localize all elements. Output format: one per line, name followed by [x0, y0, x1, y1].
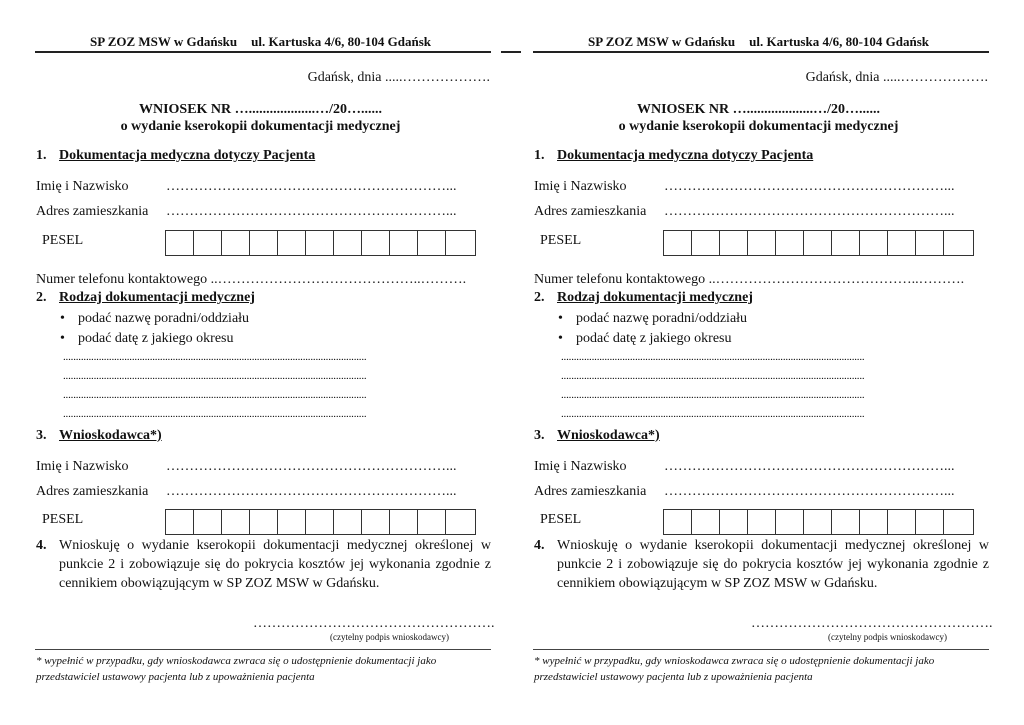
patient-name-field[interactable]	[36, 179, 457, 195]
section-number: 4.	[36, 538, 47, 553]
footnote: * wypełnić w przypadku, gdy wnioskodawca zwraca się o udostępnienie dokumentacji jako przedstawiciel ustawowy pacjenta lub z upoważnienia pacjenta	[36, 655, 437, 683]
pesel-cell[interactable]	[776, 510, 804, 534]
pesel-cell[interactable]	[418, 510, 446, 534]
section-title: Rodzaj dokumentacji medycznej	[557, 290, 753, 305]
pesel-cell[interactable]	[446, 510, 475, 534]
pesel-cell[interactable]	[720, 510, 748, 534]
field-label: Adres zamieszkania	[36, 484, 149, 499]
section-4-declaration	[36, 536, 491, 593]
pesel-cell[interactable]	[362, 510, 390, 534]
pesel-cell[interactable]	[446, 231, 475, 255]
applicant-pesel-label: PESEL	[540, 512, 582, 527]
fill-line[interactable]: .......................................................................................................................	[63, 370, 367, 382]
header-org: SP ZOZ MSW w Gdańsku	[587, 34, 736, 49]
bullet-text: podać nazwę poradni/oddziału	[78, 311, 250, 326]
patient-address-field[interactable]	[36, 204, 457, 220]
section-title: Rodzaj dokumentacji medycznej	[59, 290, 255, 305]
section-title: Dokumentacja medyczna dotyczy Pacjenta	[557, 148, 814, 163]
pesel-cell[interactable]	[860, 510, 888, 534]
date-line[interactable]: Gdańsk, dnia .....……………….	[307, 70, 490, 85]
pesel-cell[interactable]	[390, 231, 418, 255]
section-number: 1.	[36, 148, 47, 163]
signature-line[interactable]: …………………………………………….	[751, 616, 993, 631]
pesel-cell[interactable]	[944, 231, 973, 255]
field-label: Adres zamieszkania	[36, 204, 149, 219]
section-title: Wnioskodawca*)	[557, 428, 660, 443]
request-form-left	[30, 0, 520, 725]
patient-name-field[interactable]	[534, 179, 955, 195]
title-request-number: WNIOSEK NR …...................…/20…......	[636, 102, 881, 117]
pesel-cell[interactable]	[692, 510, 720, 534]
section-2-heading	[36, 290, 255, 306]
field-fill: ……………………………………………………...	[166, 179, 457, 194]
section-number: 4.	[534, 538, 545, 553]
pesel-cell[interactable]	[888, 231, 916, 255]
bullet-icon: •	[558, 331, 563, 346]
pesel-cell[interactable]	[860, 231, 888, 255]
pesel-cell[interactable]	[278, 510, 306, 534]
pesel-cell[interactable]	[916, 510, 944, 534]
section-1-heading	[36, 148, 315, 164]
form-title	[528, 101, 989, 135]
applicant-name-field[interactable]	[534, 459, 955, 475]
bullet-icon: •	[60, 331, 65, 346]
declaration-text: Wnioskuję o wydanie kserokopii dokumentacji medycznej określonej w punkcie 2 i zobowiązuje się do pokrycia kosztów jej wykonania zgodnie z cennikiem obowiązującym w SP ZOZ MSW w Gdańsku.	[59, 538, 491, 591]
applicant-name-field[interactable]	[36, 459, 457, 475]
pesel-cell[interactable]	[306, 231, 334, 255]
pesel-cell[interactable]	[166, 510, 194, 534]
header-address: ul. Kartuska 4/6, 80-104 Gdańsk	[251, 34, 432, 49]
bullet-text: podać datę z jakiego okresu	[576, 331, 732, 346]
pesel-cell[interactable]	[278, 231, 306, 255]
signature-line[interactable]: …………………………………………….	[253, 616, 495, 631]
bullet-date-range	[558, 331, 732, 347]
field-label: Adres zamieszkania	[534, 204, 647, 219]
section-number: 2.	[534, 290, 545, 305]
pesel-cell[interactable]	[334, 231, 362, 255]
field-fill: ……………………………………………………...	[664, 484, 955, 499]
footnote-rule	[35, 649, 491, 650]
phone-field[interactable]: Numer telefonu kontaktowego ..……………………………………..……….	[534, 272, 965, 287]
signature-caption: (czytelny podpis wnioskodawcy)	[828, 632, 947, 642]
field-fill: ……………………………………………………...	[166, 459, 457, 474]
pesel-cell[interactable]	[306, 510, 334, 534]
section-title: Dokumentacja medyczna dotyczy Pacjenta	[59, 148, 316, 163]
bullet-icon: •	[558, 311, 563, 326]
title-subject: o wydanie kserokopii dokumentacji medycznej	[120, 119, 401, 134]
header-address: ul. Kartuska 4/6, 80-104 Gdańsk	[749, 34, 930, 49]
form-header	[30, 34, 491, 50]
section-4-declaration	[534, 536, 989, 593]
bullet-clinic	[558, 311, 747, 327]
pesel-cell[interactable]	[888, 510, 916, 534]
section-number: 2.	[36, 290, 47, 305]
bullet-text: podać nazwę poradni/oddziału	[576, 311, 748, 326]
header-rule	[35, 51, 491, 53]
applicant-address-field[interactable]	[36, 484, 457, 500]
patient-address-field[interactable]	[534, 204, 955, 220]
applicant-pesel-grid[interactable]	[165, 509, 476, 535]
pesel-cell[interactable]	[222, 231, 250, 255]
title-request-number: WNIOSEK NR …...................…/20…......	[138, 102, 383, 117]
pesel-cell[interactable]	[194, 510, 222, 534]
field-fill: ……………………………………………………...	[664, 204, 955, 219]
pesel-cell[interactable]	[916, 231, 944, 255]
field-fill: ……………………………………………………...	[664, 179, 955, 194]
form-title	[30, 101, 491, 135]
pesel-cell[interactable]	[390, 510, 418, 534]
bullet-date-range	[60, 331, 234, 347]
pesel-cell[interactable]	[250, 510, 278, 534]
fill-line[interactable]: .......................................................................................................................	[63, 351, 367, 363]
fill-line[interactable]: .......................................................................................................................	[63, 408, 367, 420]
field-label: Imię i Nazwisko	[36, 179, 129, 194]
section-3-heading	[534, 428, 660, 444]
section-number: 1.	[534, 148, 545, 163]
section-number: 3.	[534, 428, 545, 443]
field-label: Adres zamieszkania	[534, 484, 647, 499]
pesel-cell[interactable]	[664, 510, 692, 534]
field-fill: ……………………………………………………...	[166, 204, 457, 219]
pesel-cell[interactable]	[692, 231, 720, 255]
fill-line[interactable]: .......................................................................................................................	[561, 351, 865, 363]
date-line[interactable]: Gdańsk, dnia .....……………….	[805, 70, 988, 85]
center-divider	[501, 51, 521, 53]
section-title: Wnioskodawca*)	[59, 428, 162, 443]
field-fill: ……………………………………………………...	[664, 459, 955, 474]
fill-line[interactable]: .......................................................................................................................	[561, 389, 865, 401]
field-fill: ……………………………………………………...	[166, 484, 457, 499]
fill-line[interactable]: .......................................................................................................................	[561, 408, 865, 420]
pesel-cell[interactable]	[720, 231, 748, 255]
pesel-cell[interactable]	[362, 231, 390, 255]
section-number: 3.	[36, 428, 47, 443]
pesel-cell[interactable]	[804, 231, 832, 255]
applicant-pesel-label: PESEL	[42, 512, 84, 527]
pesel-cell[interactable]	[832, 231, 860, 255]
footnote-rule	[533, 649, 989, 650]
section-1-heading	[534, 148, 813, 164]
signature-caption: (czytelny podpis wnioskodawcy)	[330, 632, 449, 642]
applicant-pesel-grid[interactable]	[663, 509, 974, 535]
header-org: SP ZOZ MSW w Gdańsku	[89, 34, 238, 49]
footnote: * wypełnić w przypadku, gdy wnioskodawca zwraca się o udostępnienie dokumentacji jako przedstawiciel ustawowy pacjenta lub z upoważnienia pacjenta	[534, 655, 935, 683]
bullet-text: podać datę z jakiego okresu	[78, 331, 234, 346]
fill-line[interactable]: .......................................................................................................................	[561, 370, 865, 382]
patient-pesel-grid[interactable]	[663, 230, 974, 256]
bullet-clinic	[60, 311, 249, 327]
pesel-cell[interactable]	[748, 510, 776, 534]
pesel-cell[interactable]	[664, 231, 692, 255]
section-2-heading	[534, 290, 753, 306]
header-rule	[533, 51, 989, 53]
section-3-heading	[36, 428, 162, 444]
declaration-text: Wnioskuję o wydanie kserokopii dokumentacji medycznej określonej w punkcie 2 i zobowiązuje się do pokrycia kosztów jej wykonania zgodnie z cennikiem obowiązującym w SP ZOZ MSW w Gdańsku.	[557, 538, 989, 591]
patient-pesel-label: PESEL	[540, 233, 582, 248]
pesel-cell[interactable]	[250, 231, 278, 255]
pesel-cell[interactable]	[748, 231, 776, 255]
pesel-cell[interactable]	[334, 510, 362, 534]
pesel-cell[interactable]	[222, 510, 250, 534]
pesel-cell[interactable]	[832, 510, 860, 534]
pesel-cell[interactable]	[194, 231, 222, 255]
phone-field[interactable]: Numer telefonu kontaktowego ..……………………………………..……….	[36, 272, 467, 287]
pesel-cell[interactable]	[418, 231, 446, 255]
patient-pesel-label: PESEL	[42, 233, 84, 248]
applicant-address-field[interactable]	[534, 484, 955, 500]
field-label: Imię i Nazwisko	[534, 459, 627, 474]
pesel-cell[interactable]	[166, 231, 194, 255]
pesel-cell[interactable]	[804, 510, 832, 534]
pesel-cell[interactable]	[944, 510, 973, 534]
form-header	[528, 34, 989, 50]
title-subject: o wydanie kserokopii dokumentacji medycznej	[618, 119, 899, 134]
field-label: Imię i Nazwisko	[534, 179, 627, 194]
fill-line[interactable]: .......................................................................................................................	[63, 389, 367, 401]
request-form-right	[528, 0, 1018, 725]
pesel-cell[interactable]	[776, 231, 804, 255]
field-label: Imię i Nazwisko	[36, 459, 129, 474]
bullet-icon: •	[60, 311, 65, 326]
patient-pesel-grid[interactable]	[165, 230, 476, 256]
